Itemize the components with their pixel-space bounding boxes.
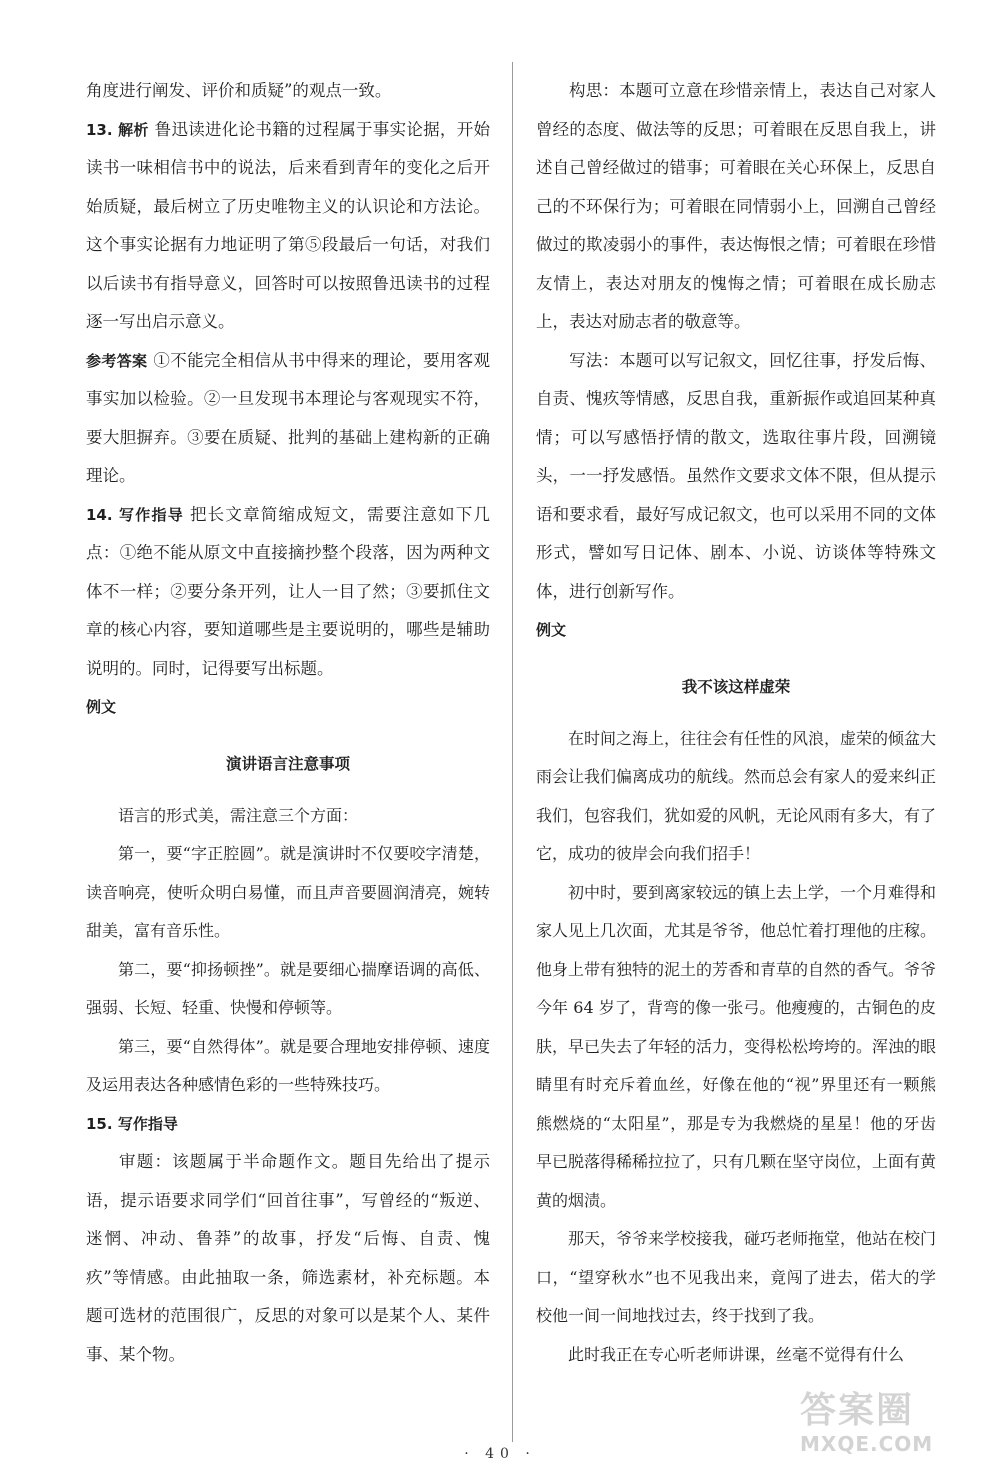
right-paragraph-1: 构思：本题可立意在珍惜亲情上，表达自己对家人曾经的态度、做法等的反思；可着眼在反思自我上，讲述自己曾经做过的错事；可着眼在关心环保上，反思自己的不环保行为；可着眼在同情弱小上，回溯自己曾经做过的欺凌弱小的事件，表达悔恨之情；可着眼在珍惜友情上，表达对朋友的愧悔之情；可着眼在成长励志上，表达对励志者的敬意等。	[536, 81, 936, 331]
question-13-tag: 解析	[118, 120, 149, 139]
example-label-right: 例文	[536, 621, 567, 639]
essay-title-right: 我不该这样虚荣	[681, 677, 791, 696]
left-continuation-text: 角度进行阐发、评价和质疑”的观点一致。	[86, 81, 392, 100]
question-15-number: 15.	[86, 1114, 113, 1133]
question-15-paragraph-1: 审题：该题属于半命题作文。题目先给出了提示语，提示语要求同学们“回首往事”，写曾经的“叛逆、迷惘、冲动、鲁莽”的故事，抒发“后悔、自责、愧疚”等情感。由此抽取一条，筛选素材，补充标题。本题可选材的范围很广，反思的对象可以是某个人、某件事、某个物。	[86, 1152, 490, 1364]
answer-tag: 参考答案	[86, 351, 148, 370]
question-13-answer	[86, 342, 490, 496]
question-14-number: 14.	[86, 505, 113, 524]
question-15-tag: 写作指导	[117, 1114, 178, 1133]
answer-text: ①不能完全相信从书中得来的理论，要用客观事实加以检验。②一旦发现书本理论与客观现实不符，要大胆摒弃。③要在质疑、批判的基础上建构新的正确理论。	[86, 350, 490, 485]
essay-left-paragraph-3: 第二，要“抑扬顿挫”。就是要细心揣摩语调的高低、强弱、长短、轻重、快慢和停顿等。	[86, 959, 490, 1017]
watermark-logo	[800, 1390, 990, 1464]
question-13-text: 鲁迅读进化论书籍的过程属于事实论据，开始读书一味相信书中的说法，后来看到青年的变化之后开始质疑，最后树立了历史唯物主义的认识论和方法论。这个事实论据有力地证明了第⑤段最后一句话，对我们以后读书有指导意义，回答时可以按照鲁迅读书的过程逐一写出启示意义。	[86, 119, 490, 331]
question-13	[86, 111, 490, 342]
left-column	[86, 72, 490, 1374]
question-13-number: 13.	[86, 120, 113, 139]
column-divider	[512, 62, 513, 1442]
question-14-tag: 写作指导	[119, 505, 184, 524]
essay-left-paragraph-1: 语言的形式美，需注意三个方面：	[118, 805, 359, 825]
question-14	[86, 496, 490, 689]
page-number: · 40 ·	[464, 1446, 536, 1462]
example-label-left: 例文	[86, 698, 117, 716]
right-paragraph-2: 写法：本题可以写记叙文，回忆往事，抒发后悔、自责、愧疚等情感，反思自我，重新振作或追回某种真情；可以写感悟抒情的散文，选取往事片段，回溯镜头，一一抒发感悟。虽然作文要求文体不限，但从提示语和要求看，最好写成记叙文，也可以采用不同的文体形式，譬如写日记体、剧本、小说、访谈体等特殊文体，进行创新写作。	[536, 350, 936, 601]
watermark-line-1: 答案圈	[800, 1390, 915, 1431]
essay-right-paragraph-3: 那天，爷爷来学校接我，碰巧老师拖堂，他站在校门口，“望穿秋水”也不见我出来，竟闯了进去，偌大的学校他一间一间地找过去，终于找到了我。	[536, 1229, 937, 1325]
essay-right-paragraph-2: 初中时，要到离家较远的镇上去上学，一个月难得和家人见上几次面，尤其是爷爷，他总忙着打理他的庄稼。他身上带有独特的泥土的芳香和青草的自然的香气。爷爷今年 64 岁了，背弯的像一张弓。他瘦瘦的，古铜色的皮肤，早已失去了年轻的活力，变得松松垮垮的。浑浊的眼睛里有时充斥着血丝，好像在他的“视”界里还有一颗熊熊燃烧的“太阳星”，那是专为我燃烧的星星！他的牙齿早已脱落得稀稀拉拉了，只有几颗在坚守岗位，上面有黄黄的烟渍。	[536, 882, 937, 1210]
right-column	[536, 72, 936, 1374]
essay-title-left: 演讲语言注意事项	[225, 754, 350, 773]
essay-right-paragraph-4: 此时我正在专心听老师讲课，丝毫不觉得有什么	[568, 1344, 905, 1364]
essay-right	[536, 720, 936, 1375]
essay-left-paragraph-2: 第一，要“字正腔圆”。就是演讲时不仅要咬字清楚，读音响亮，使听众明白易懂，而且声音要圆润清亮，婉转甜美，富有音乐性。	[86, 844, 490, 940]
question-14-text: 把长文章简缩成短文，需要注意如下几点：①绝不能从原文中直接摘抄整个段落，因为两种文体不一样；②要分条开列，让人一目了然；③要抓住文章的核心内容，要知道哪些是主要说明的，哪些是辅助说明的。同时，记得要写出标题。	[86, 504, 490, 678]
question-15	[86, 1105, 490, 1144]
essay-left	[86, 797, 490, 1105]
essay-left-paragraph-4: 第三，要“自然得体”。就是要合理地安排停顿、速度及运用表达各种感情色彩的一些特殊技巧。	[86, 1036, 490, 1094]
watermark-line-2: MXQE.COM	[800, 1432, 934, 1456]
essay-right-paragraph-1: 在时间之海上，往往会有任性的风浪，虚荣的倾盆大雨会让我们偏离成功的航线。然而总会有家人的爱来纠正我们，包容我们，犹如爱的风帆，无论风雨有多大，有了它，成功的彼岸会向我们招手！	[536, 728, 937, 863]
